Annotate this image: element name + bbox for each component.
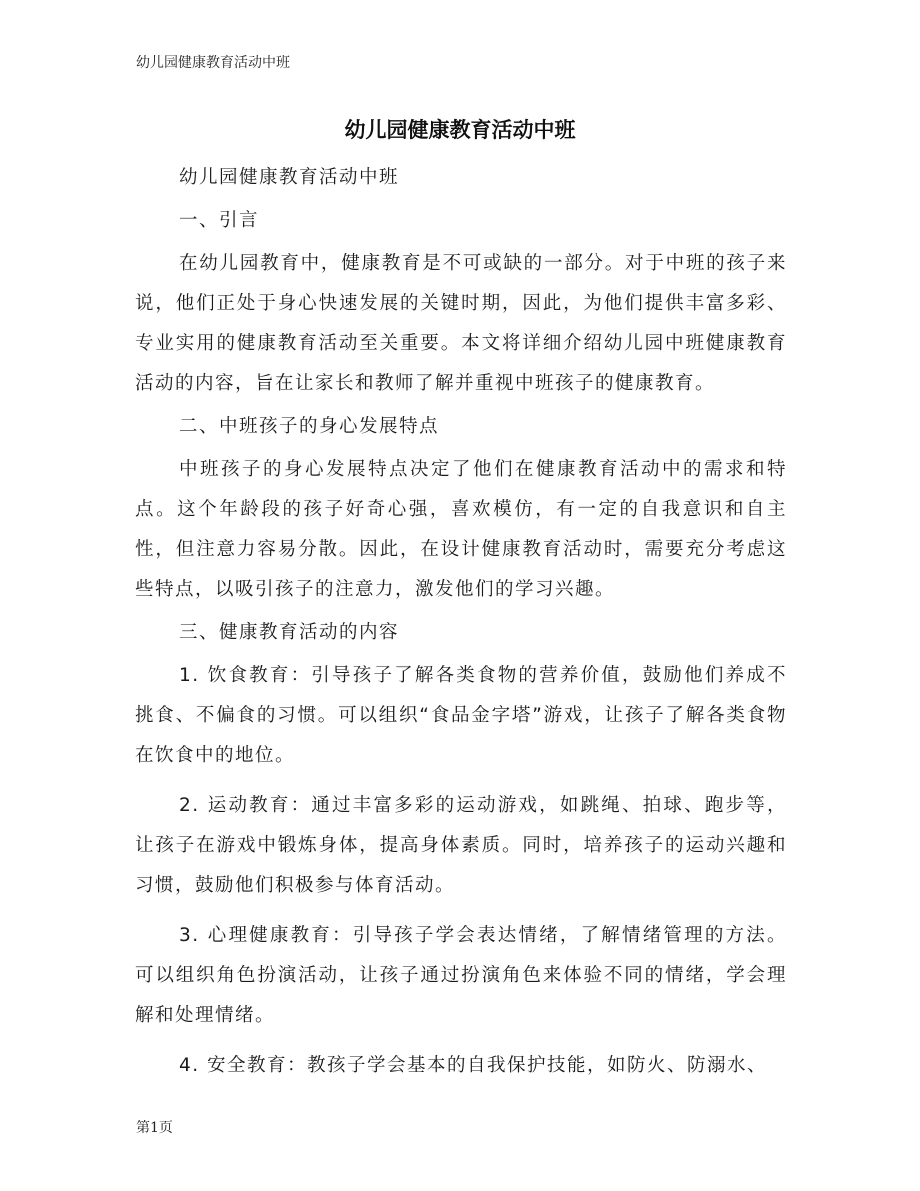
list-item-exercise: 2. 运动教育：通过丰富多彩的运动游戏，如跳绳、拍球、跑步等，让孩子在游戏中锻炼身体，提高身体素质。同时，培养孩子的运动兴趣和习惯，鼓励他们积极参与体育活动。 — [135, 795, 787, 896]
paragraph-introduction: 在幼儿园教育中，健康教育是不可或缺的一部分。对于中班的孩子来说，他们正处于身心快速发展的关键时期，因此，为他们提供丰富多彩、专业实用的健康教育活动至关重要。本文将详细介绍幼儿园中班健康教育活动的内容，旨在让家长和教师了解并重视中班孩子的健康教育。 — [135, 253, 787, 394]
list-item-mental-health: 3. 心理健康教育：引导孩子学会表达情绪，了解情绪管理的方法。可以组织角色扮演活动，让孩子通过扮演角色来体验不同的情绪，学会理解和处理情绪。 — [135, 925, 787, 1026]
paragraph-development: 中班孩子的身心发展特点决定了他们在健康教育活动中的需求和特点。这个年龄段的孩子好奇心强，喜欢模仿，有一定的自我意识和自主性，但注意力容易分散。因此，在设计健康教育活动时，需要充分考虑这些特点，以吸引孩子的注意力，激发他们的学习兴趣。 — [135, 459, 787, 600]
document-body — [135, 158, 787, 1096]
list-item-safety: 4. 安全教育：教孩子学会基本的自我保护技能，如防火、防溺水、 — [179, 1055, 768, 1076]
section-heading-content: 三、健康教育活动的内容 — [179, 622, 400, 643]
running-header: 幼儿园健康教育活动中班 — [136, 55, 290, 71]
paragraph-subtitle: 幼儿园健康教育活动中班 — [179, 167, 400, 188]
document-title: 幼儿园健康教育活动中班 — [344, 118, 576, 142]
page-number: 第1页 — [136, 1120, 173, 1136]
list-item-diet: 1. 饮食教育：引导孩子了解各类食物的营养价值，鼓励他们养成不挑食、不偏食的习惯。可以组织“食品金字塔”游戏，让孩子了解各类食物在饮食中的地位。 — [135, 665, 787, 766]
section-heading-development: 二、中班孩子的身心发展特点 — [179, 416, 440, 437]
section-heading-introduction: 一、引言 — [179, 210, 260, 231]
